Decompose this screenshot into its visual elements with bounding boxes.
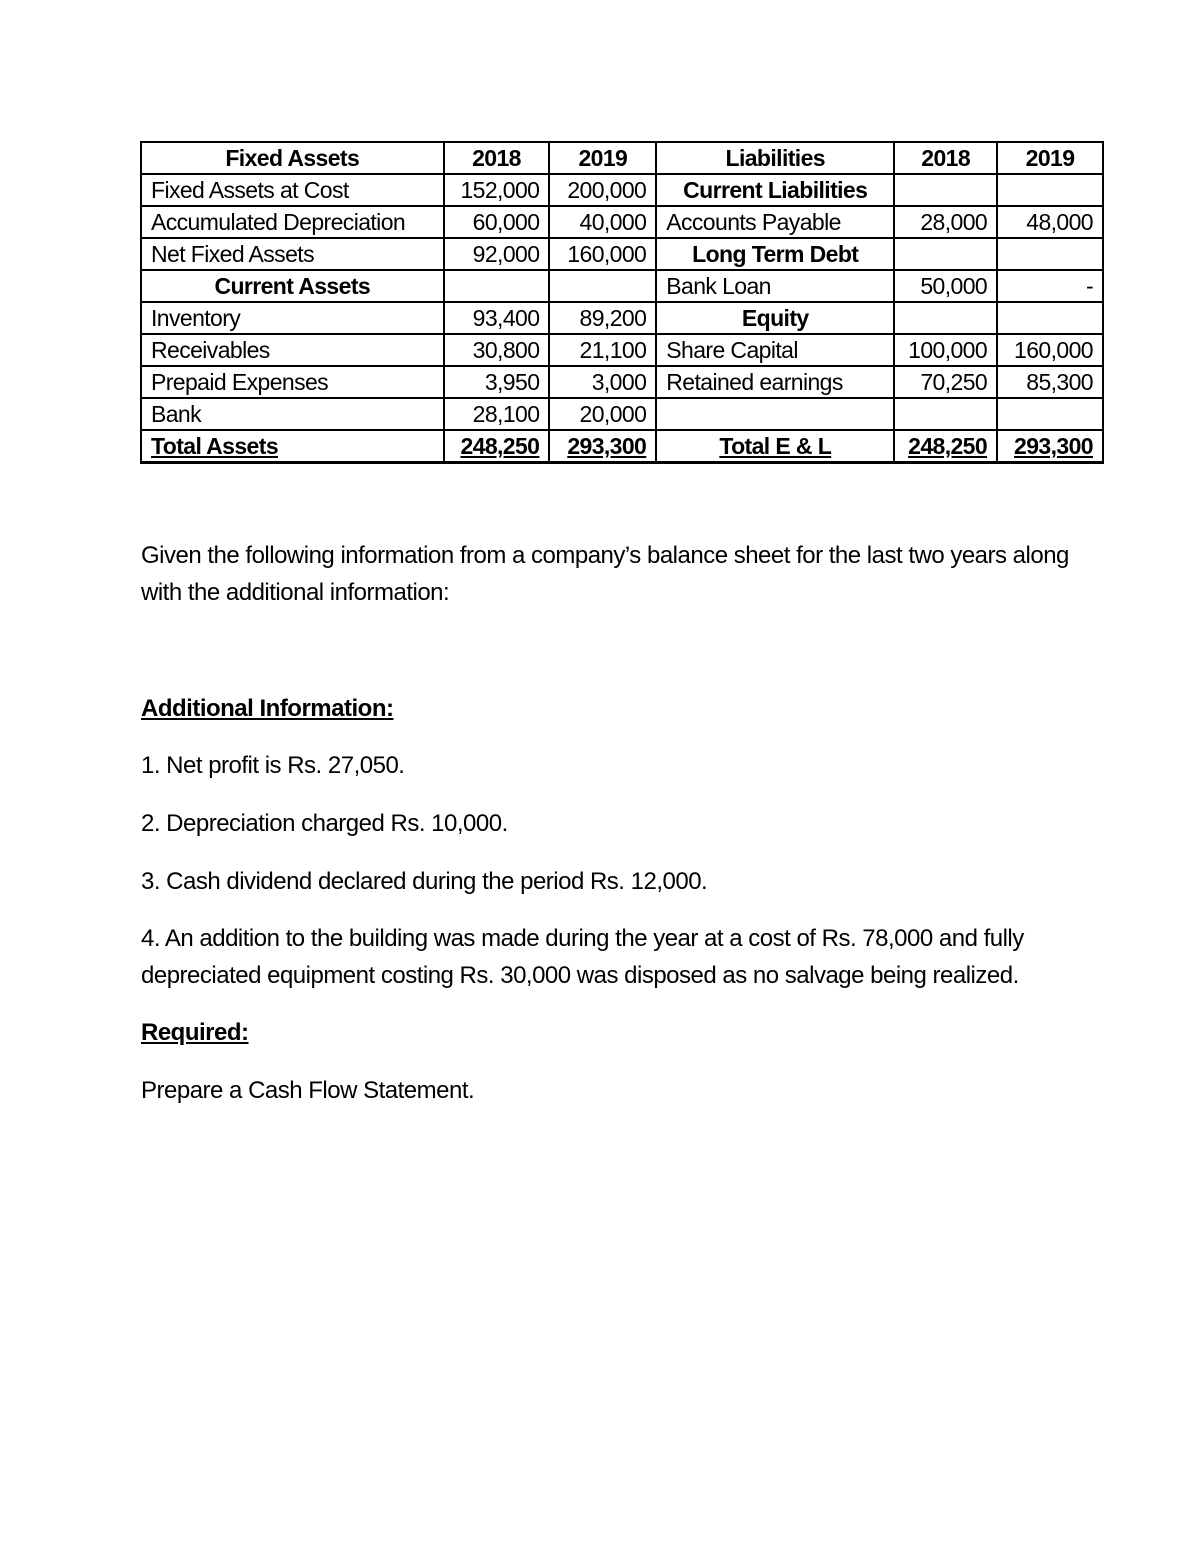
header-fixed-assets: Fixed Assets [141,142,444,174]
liability-2018-value: 100,000 [894,334,997,366]
asset-2018-value: 28,100 [444,398,550,430]
table-header-row [141,142,1103,174]
liability-2018-value: 28,000 [894,206,997,238]
liability-2019-value: 48,000 [997,206,1103,238]
asset-2019-value: 40,000 [549,206,656,238]
table-row [141,302,1103,334]
info-item-4: 4. An addition to the building was made during the year at a cost of Rs. 78,000 and fully depreciated equipment costing Rs. 30,000 was disposed as no salvage being realized. [141,925,1024,989]
liability-2018-value [894,238,997,270]
asset-label: Prepaid Expenses [141,366,444,398]
liability-2018-value [894,398,997,430]
header-assets-2019: 2019 [549,142,656,174]
asset-label: Net Fixed Assets [141,238,444,270]
total-assets-2019: 293,300 [549,430,656,463]
liability-label: Long Term Debt [656,238,894,270]
header-liabilities-2019: 2019 [997,142,1103,174]
asset-2019-value: 21,100 [549,334,656,366]
info-item-1: 1. Net profit is Rs. 27,050. [141,752,405,779]
asset-label: Accumulated Depreciation [141,206,444,238]
table-row [141,174,1103,206]
header-assets-2018: 2018 [444,142,550,174]
total-el-2018: 248,250 [894,430,997,463]
asset-2019-value: 160,000 [549,238,656,270]
liability-2019-value [997,398,1103,430]
liability-label: Bank Loan [656,270,894,302]
liability-label: Current Liabilities [656,174,894,206]
table-row [141,398,1103,430]
liability-label: Retained earnings [656,366,894,398]
intro-paragraph: Given the following information from a company’s balance sheet for the last two years along with the additional information: [141,542,1069,606]
asset-2019-value: 89,200 [549,302,656,334]
liability-label: Equity [656,302,894,334]
asset-label: Bank [141,398,444,430]
asset-2019-value [549,270,656,302]
asset-2018-value: 60,000 [444,206,550,238]
table-total-row [141,430,1103,463]
total-el-2019: 293,300 [997,430,1103,463]
liability-2019-value [997,302,1103,334]
liability-2019-value [997,174,1103,206]
liability-2019-value: - [997,270,1103,302]
info-item-3: 3. Cash dividend declared during the period Rs. 12,000. [141,868,708,895]
total-assets-label: Total Assets [141,430,444,463]
total-assets-2018: 248,250 [444,430,550,463]
additional-info-heading: Additional Information: [141,695,394,722]
liability-2018-value [894,174,997,206]
asset-2018-value: 3,950 [444,366,550,398]
table-row [141,206,1103,238]
liability-2019-value: 160,000 [997,334,1103,366]
liability-2018-value [894,302,997,334]
asset-2019-value: 3,000 [549,366,656,398]
liability-label: Share Capital [656,334,894,366]
asset-2018-value [444,270,550,302]
asset-2019-value: 20,000 [549,398,656,430]
table-row [141,270,1103,302]
table-row [141,334,1103,366]
header-liabilities: Liabilities [656,142,894,174]
info-item-2: 2. Depreciation charged Rs. 10,000. [141,810,508,837]
liability-2018-value: 50,000 [894,270,997,302]
asset-2019-value: 200,000 [549,174,656,206]
asset-label: Inventory [141,302,444,334]
required-heading: Required: [141,1019,249,1046]
liability-label: Accounts Payable [656,206,894,238]
asset-2018-value: 30,800 [444,334,550,366]
asset-label: Current Assets [141,270,444,302]
liability-2019-value: 85,300 [997,366,1103,398]
required-text: Prepare a Cash Flow Statement. [141,1077,475,1104]
table-row [141,238,1103,270]
asset-2018-value: 152,000 [444,174,550,206]
asset-label: Fixed Assets at Cost [141,174,444,206]
table-row [141,366,1103,398]
total-el-label: Total E & L [656,430,894,463]
asset-2018-value: 93,400 [444,302,550,334]
balance-sheet-table [140,141,1104,464]
liability-2019-value [997,238,1103,270]
liability-2018-value: 70,250 [894,366,997,398]
asset-2018-value: 92,000 [444,238,550,270]
header-liabilities-2018: 2018 [894,142,997,174]
liability-label [656,398,894,430]
asset-label: Receivables [141,334,444,366]
